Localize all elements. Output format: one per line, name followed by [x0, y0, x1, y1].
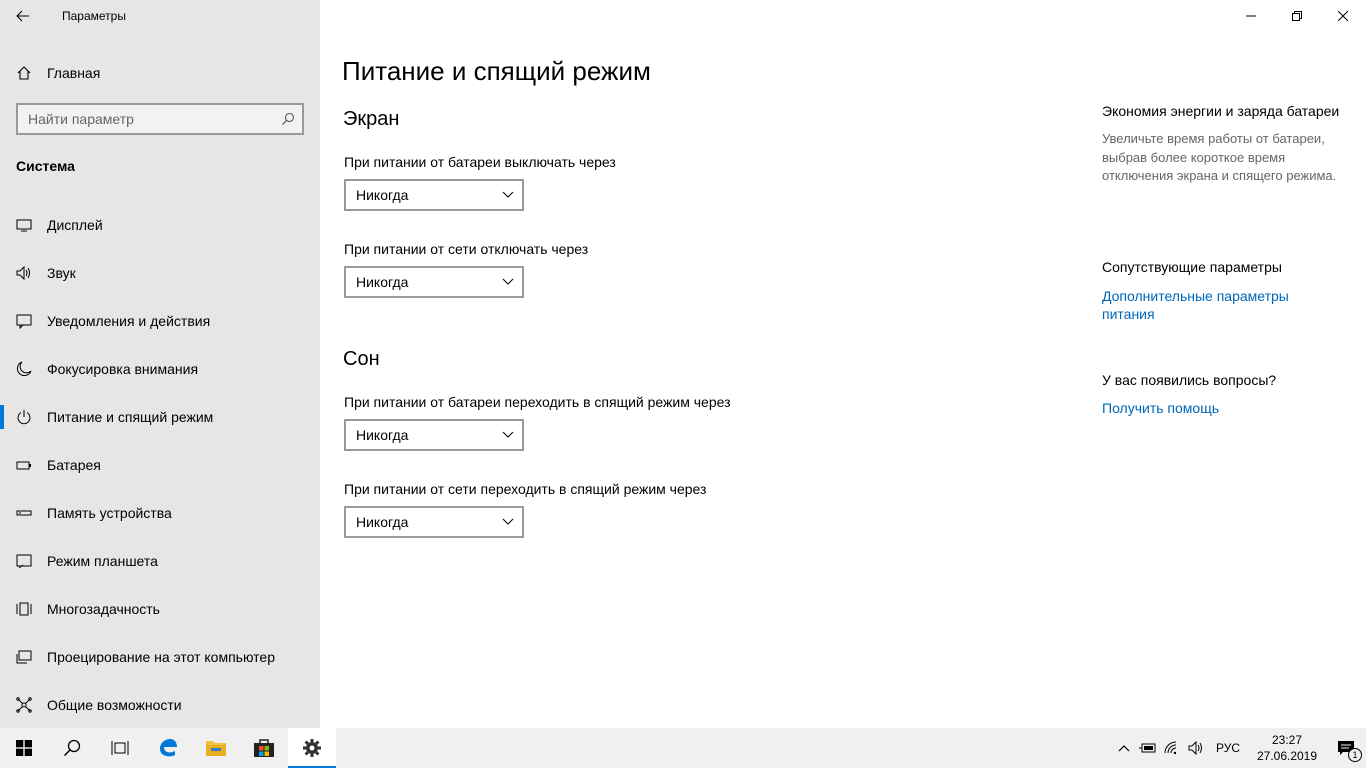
battery-plugged-icon: [1139, 742, 1157, 754]
sidebar-item-shared-experiences[interactable]: [0, 681, 320, 729]
shared-experiences-icon: [16, 697, 32, 713]
section-title: Система: [16, 158, 75, 174]
display-icon: [16, 217, 32, 233]
search-icon[interactable]: [274, 112, 302, 126]
wifi-icon: [1164, 741, 1180, 755]
sidebar-item-tablet[interactable]: [0, 537, 320, 585]
sidebar-item-focus[interactable]: [0, 345, 320, 393]
file-explorer-taskbar-button[interactable]: [192, 728, 240, 768]
chevron-down-icon: [502, 518, 514, 526]
screen-battery-label: При питании от батареи выключать через: [344, 154, 616, 170]
back-button[interactable]: [0, 0, 46, 32]
network-tray-button[interactable]: [1160, 728, 1184, 768]
sidebar-item-label: Батарея: [47, 457, 101, 473]
sidebar-item-label: Многозадачность: [47, 601, 160, 617]
chevron-up-icon: [1118, 744, 1130, 752]
screen-plugged-label: При питании от сети отключать через: [344, 241, 589, 257]
chevron-down-icon: [502, 431, 514, 439]
sidebar-item-power-sleep[interactable]: [0, 393, 320, 441]
sidebar: [0, 0, 320, 728]
sleep-plugged-dropdown[interactable]: [344, 506, 524, 538]
tip-heading: Экономия энергии и заряда батареи: [1102, 103, 1340, 119]
sleep-plugged-label: При питании от сети переходить в спящий режим через: [344, 481, 707, 497]
store-taskbar-button[interactable]: [240, 728, 288, 768]
sound-icon: [16, 265, 32, 281]
power-icon: [16, 409, 32, 425]
notifications-icon: [16, 313, 32, 329]
back-arrow-icon: [16, 10, 30, 22]
minimize-icon: [1246, 11, 1256, 21]
storage-icon: [16, 505, 32, 521]
task-view-icon: [111, 740, 129, 756]
sleep-battery-label: При питании от батареи переходить в спящий режим через: [344, 394, 731, 410]
home-icon: [16, 65, 32, 81]
sidebar-item-label: Фокусировка внимания: [47, 361, 199, 377]
sidebar-item-battery[interactable]: [0, 441, 320, 489]
nav-list: [0, 201, 320, 729]
start-button[interactable]: [0, 728, 48, 768]
system-tray: [1112, 728, 1366, 768]
focus-moon-icon: [16, 361, 32, 377]
sidebar-item-label: Уведомления и действия: [47, 313, 211, 329]
sidebar-item-display[interactable]: [0, 201, 320, 249]
window-controls: [1228, 0, 1366, 32]
sleep-battery-dropdown[interactable]: [344, 419, 524, 451]
search-taskbar-button[interactable]: [48, 728, 96, 768]
volume-tray-button[interactable]: [1184, 728, 1208, 768]
sidebar-item-label: Общие возможности: [47, 697, 182, 713]
multitasking-icon: [16, 601, 32, 617]
tip-text: Увеличьте время работы от батареи, выбрав более короткое время отключения экрана и спящего режима.: [1102, 131, 1337, 183]
screen-battery-dropdown[interactable]: [344, 179, 524, 211]
dropdown-value: Никогда: [356, 274, 409, 290]
dropdown-value: Никогда: [356, 514, 409, 530]
battery-tray-button[interactable]: [1136, 728, 1160, 768]
clock[interactable]: [1248, 732, 1326, 764]
sidebar-item-label: Питание и спящий режим: [47, 409, 214, 425]
speaker-icon: [1188, 741, 1204, 755]
gear-icon: [302, 738, 322, 758]
close-icon: [1338, 11, 1348, 21]
questions-heading: У вас появились вопросы?: [1102, 372, 1277, 388]
restore-button[interactable]: [1274, 0, 1320, 32]
sidebar-item-label: Проецирование на этот компьютер: [47, 649, 275, 665]
window-title: Параметры: [62, 9, 126, 23]
sidebar-item-sound[interactable]: [0, 249, 320, 297]
close-button[interactable]: [1320, 0, 1366, 32]
search-placeholder: Найти параметр: [28, 111, 134, 127]
sidebar-item-label: Память устройства: [47, 505, 172, 521]
restore-icon: [1292, 11, 1302, 21]
projecting-icon: [16, 649, 32, 665]
clock-time: 23:27: [1271, 733, 1303, 747]
tablet-icon: [16, 553, 32, 569]
related-heading: Сопутствующие параметры: [1102, 259, 1282, 275]
battery-icon: [16, 457, 32, 473]
sidebar-item-multitasking[interactable]: [0, 585, 320, 633]
sidebar-item-projecting[interactable]: [0, 633, 320, 681]
minimize-button[interactable]: [1228, 0, 1274, 32]
input-language-indicator[interactable]: РУС: [1215, 741, 1240, 755]
screen-plugged-dropdown[interactable]: [344, 266, 524, 298]
sidebar-item-storage[interactable]: [0, 489, 320, 537]
active-indicator: [0, 405, 4, 429]
sidebar-item-label: Звук: [47, 265, 76, 281]
get-help-link[interactable]: Получить помощь: [1102, 400, 1220, 416]
notification-count-badge: 1: [1348, 748, 1362, 762]
search-icon: [63, 739, 81, 757]
edge-taskbar-button[interactable]: [144, 728, 192, 768]
action-center-button[interactable]: [1326, 728, 1366, 768]
task-view-button[interactable]: [96, 728, 144, 768]
dropdown-value: Никогда: [356, 427, 409, 443]
taskbar: [0, 728, 1366, 768]
dropdown-value: Никогда: [356, 187, 409, 203]
chevron-down-icon: [502, 278, 514, 286]
store-bag-icon: [253, 738, 275, 758]
page-title: Питание и спящий режим: [342, 56, 651, 86]
search-input[interactable]: [16, 103, 304, 135]
additional-power-settings-link[interactable]: Дополнительные параметры питания: [1102, 288, 1289, 322]
screen-group-title: Экран: [343, 108, 400, 130]
chevron-down-icon: [502, 191, 514, 199]
sidebar-item-label: Дисплей: [47, 217, 103, 233]
edge-browser-icon: [158, 738, 178, 758]
folder-icon: [205, 739, 227, 757]
title-bar: [0, 0, 320, 32]
nav-home-label: Главная: [47, 65, 101, 81]
sleep-group-title: Сон: [343, 348, 380, 370]
sidebar-item-notifications[interactable]: [0, 297, 320, 345]
show-hidden-icons-button[interactable]: [1112, 728, 1136, 768]
windows-logo-icon: [16, 740, 32, 756]
nav-home[interactable]: [0, 57, 320, 89]
settings-taskbar-button[interactable]: [288, 728, 336, 768]
clock-date: 27.06.2019: [1256, 749, 1318, 763]
sidebar-item-label: Режим планшета: [47, 553, 158, 569]
